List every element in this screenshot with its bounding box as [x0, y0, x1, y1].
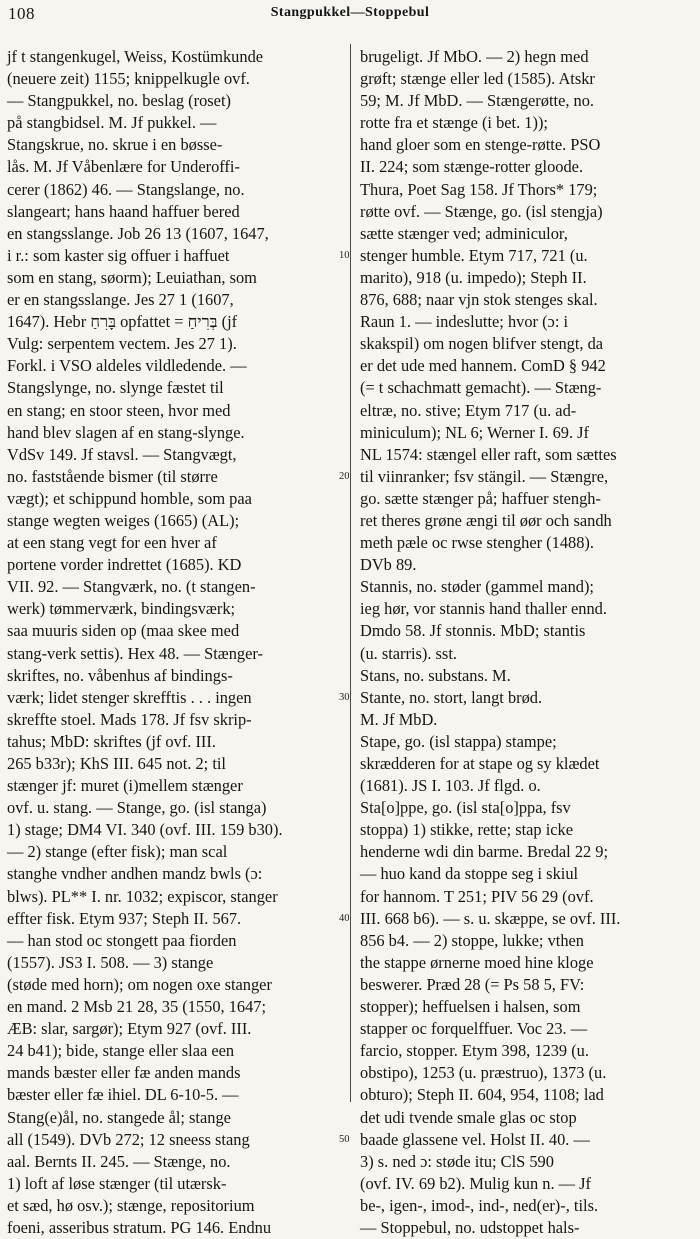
text-line: meth pæle oc rwse stengher (1488).	[360, 533, 594, 553]
text-line: stopper); heffuelsen i halsen, som	[360, 997, 581, 1017]
text-line: DVb 89.	[360, 555, 417, 575]
text-line: røtte ovf. — Stænge, go. (isl stengja)	[360, 201, 603, 221]
text-line: en mand. 2 Msb 21 28, 35 (1550, 1647;	[7, 997, 267, 1017]
text-line: Stape, go. (isl stappa) stampe;	[360, 731, 557, 751]
text-line: go. sætte stænger på; haffuer stengh-	[360, 488, 601, 508]
text-line: farcio, stopper. Etym 398, 1239 (u.	[360, 1041, 589, 1061]
text-line: jf t stangenkugel, Weiss, Kostümkunde	[7, 47, 264, 66]
text-line: ÆB: slar, sargør); Etym 927 (ovf. III.	[7, 1019, 252, 1039]
text-line: stapper oc forquelffuer. Voc 23. —	[360, 1019, 588, 1039]
text-line: 24 b41); bide, stange eller slaa een	[7, 1041, 235, 1061]
text-line: VII. 92. — Stangværk, no. (t stangen-	[7, 577, 256, 597]
text-line: blws). PL** I. nr. 1032; expiscor, stanger	[7, 886, 278, 906]
text-line: ret theres grøne ængi til øør och sandh	[360, 510, 612, 530]
text-line: slangeart; hans haand haffuer bered	[7, 201, 240, 221]
text-line: på stangbidsel. M. Jf pukkel. —	[7, 113, 217, 133]
text-line: Stans, no. substans. M.	[360, 665, 511, 685]
text-line: — han stod oc stongett paa fiorden	[7, 930, 237, 950]
text-line: (støde med horn); om nogen oxe stanger	[7, 974, 272, 994]
text-line: værk; lidet stenger skrefftis . . . ingen	[7, 687, 252, 707]
text-line: Stante, no. stort, langt brød.	[360, 687, 543, 707]
text-line: at een stang vegt for een hver af	[7, 533, 217, 553]
line-number-marker: 50	[339, 1133, 350, 1145]
text-line: en stang; en stoor steen, hvor med	[7, 400, 231, 420]
text-line: for hannom. T 251; PIV 56 29 (ovf.	[360, 886, 594, 906]
text-line: (1557). JS3 I. 508. — 3) stange	[7, 952, 214, 972]
text-line: — huo kand da stoppe seg i skiul	[360, 864, 579, 884]
text-line: (1681). JS I. 103. Jf flgd. o.	[360, 776, 541, 796]
text-line: aal. Bernts II. 245. — Stænge, no.	[7, 1151, 231, 1171]
text-line: ovf. u. stang. — Stange, go. (isl stanga)	[7, 798, 267, 818]
text-line: obturo); Steph II. 604, 954, 1108; lad	[360, 1085, 604, 1105]
text-line: stanghe vndher andhen mandz bwls (ɔ:	[7, 864, 263, 884]
text-line: werk) tømmerværk, bindingsværk;	[7, 599, 236, 619]
text-line: ieg hør, vor stannis hand thaller ennd.	[360, 599, 607, 619]
text-line: Stannis, no. støder (gammel mand);	[360, 577, 594, 597]
text-line: tahus; MbD: skriftes (jf ovf. III.	[7, 731, 216, 751]
text-line: 3) s. ned ɔ: støde itu; ClS 590	[360, 1151, 554, 1171]
text-line: be-, igen-, imod-, ind-, ned(er)-, tils.	[360, 1195, 599, 1215]
text-line: portene vorder indrettet (1685). KD	[7, 555, 242, 575]
text-line: Forkl. i VSO aldeles vildledende. —	[7, 356, 247, 376]
text-line: rotte fra et stænge (i bet. 1));	[360, 113, 548, 133]
text-line: VdSv 149. Jf stavsl. — Stangvægt,	[7, 444, 237, 464]
text-line: skakspil) om nogen blifver stengt, da	[360, 334, 604, 354]
text-line: 856 b4. — 2) stoppe, lukke; vthen	[360, 930, 584, 950]
text-line: grøft; stænge eller led (1585). Atskr	[360, 69, 595, 89]
text-line: eltræ, no. stive; Etym 717 (u. ad-	[360, 400, 577, 420]
text-line: stange wegten weiges (1665) (AL);	[7, 510, 240, 530]
left-column	[7, 46, 337, 1237]
text-line: beswerer. Præd 28 (= Ps 58 5, FV:	[360, 974, 585, 994]
line-number-marker: 40	[339, 912, 350, 924]
text-line: Sta[o]ppe, go. (isl sta[o]ppa, fsv	[360, 798, 571, 818]
text-line: det udi tvende smale glas oc stop	[360, 1107, 577, 1127]
text-line: cerer (1862) 46. — Stangslange, no.	[7, 179, 245, 199]
text-line: stang-verk settis). Hex 48. — Stænger-	[7, 643, 263, 663]
text-line: (u. starris). sst.	[360, 643, 457, 663]
text-line: er det ude med hannem. ComD § 942	[360, 356, 606, 376]
text-line: marito), 918 (u. impedo); Steph II.	[360, 267, 587, 287]
text-line: en stangsslange. Job 26 13 (1607, 1647,	[7, 223, 269, 243]
running-head: Stangpukkel—Stoppebul	[270, 5, 430, 20]
line-number-marker: 10	[339, 249, 350, 261]
text-line: i r.: som kaster sig offuer i haffuet	[7, 245, 230, 265]
text-line: hand gloer som en stenge-røtte. PSO	[360, 135, 601, 155]
text-line: til viinranker; fsv stängil. — Stængre,	[360, 466, 609, 486]
text-line: M. Jf MbD.	[360, 709, 438, 729]
column-divider	[350, 44, 351, 1102]
text-line: vægt); et schippund homble, som paa	[7, 488, 252, 508]
page-header	[0, 0, 700, 30]
text-line: stenger humble. Etym 717, 721 (u.	[360, 245, 588, 265]
text-line: Vulg: serpentem vectem. Jes 27 1).	[7, 334, 237, 354]
text-line: henderne wdi din barme. Bredal 22 9;	[360, 842, 609, 862]
text-line: stoppa) 1) stikke, rette; stap icke	[360, 820, 574, 840]
text-line: the stappe ørnerne moed hine kloge	[360, 952, 594, 972]
text-line: 876, 688; naar vjn stok stenges skal.	[360, 290, 598, 310]
text-line: 265 b33r); KhS III. 645 not. 2; til	[7, 754, 226, 773]
text-line: skreffte stoel. Mads 178. Jf fsv skrip-	[7, 709, 252, 729]
text-line: saa muuris siden op (maa skee med	[7, 621, 240, 641]
text-line: 59; M. Jf MbD. — Stængerøtte, no.	[360, 91, 595, 111]
text-line: — Stoppebul, no. udstoppet hals-	[360, 1217, 580, 1237]
text-line: er en stangsslange. Jes 27 1 (1607,	[7, 290, 234, 310]
right-column	[360, 46, 694, 1237]
text-line: Stangslynge, no. slynge fæstet til	[7, 378, 224, 398]
text-line: II. 224; som stænge-rotter gloode.	[360, 157, 584, 177]
text-line: lås. M. Jf Våbenlære for Underoffi-	[7, 157, 240, 177]
text-line: skriftes, no. våbenhus af bindings-	[7, 665, 233, 685]
text-line: — 2) stange (efter fisk); man scal	[7, 842, 228, 862]
text-line: NL 1574: stængel eller raft, som sættes	[360, 444, 617, 464]
text-line: hand blev slagen af en stang-slynge.	[7, 422, 245, 442]
text-line: 1647). Hebr בָּרִחַ opfattet = בְּרִיחַ (jf	[7, 312, 238, 332]
text-line: et sæd, hø osv.); stænge, repositorium	[7, 1195, 255, 1215]
text-line: (= t schachmatt gemacht). — Stæng-	[360, 378, 602, 398]
text-line: Raun 1. — indeslutte; hvor (ɔ: i	[360, 312, 569, 332]
text-line: stænger jf: muret (i)mellem stænger	[7, 776, 243, 796]
text-line: III. 668 b6). — s. u. skæppe, se ovf. III.	[360, 908, 621, 928]
text-line: Dmdo 58. Jf stonnis. MbD; stantis	[360, 621, 586, 641]
text-line: all (1549). DVb 272; 12 sneess stang	[7, 1129, 250, 1149]
text-line: obstipo), 1253 (u. præstruo), 1373 (u.	[360, 1063, 607, 1083]
line-number-marker: 30	[339, 691, 350, 703]
text-line: foeni, asseribus stratum. PG 146. Endnu	[7, 1217, 272, 1237]
text-line: bæster eller fæ ihiel. DL 6-10-5. —	[7, 1085, 239, 1105]
text-line: no. faststående bismer (til større	[7, 466, 218, 486]
page-number: 108	[8, 4, 35, 23]
text-line: effter fisk. Etym 937; Steph II. 567.	[7, 908, 242, 928]
text-line: Stang(e)ål, no. stangede ål; stange	[7, 1107, 231, 1127]
text-line: mands bæster eller fæ anden mands	[7, 1063, 241, 1083]
text-line: (neuere zeit) 1155; knippelkugle ovf.	[7, 69, 250, 89]
text-line: 1) stage; DM4 VI. 340 (ovf. III. 159 b30).	[7, 820, 283, 840]
text-line: baade glassene vel. Holst II. 40. —	[360, 1129, 590, 1149]
text-line: miniculum); NL 6; Werner I. 69. Jf	[360, 422, 590, 442]
text-line: 1) loft af løse stænger (til utærsk-	[7, 1173, 227, 1193]
text-line: Thura, Poet Sag 158. Jf Thors* 179;	[360, 179, 598, 199]
text-line: brugeligt. Jf MbO. — 2) hegn med	[360, 47, 589, 66]
text-line: (ovf. IV. 69 b2). Mulig kun n. — Jf	[360, 1173, 591, 1193]
line-number-marker: 20	[339, 470, 350, 482]
text-line: Stangskrue, no. skrue i en bøsse-	[7, 135, 223, 155]
text-line: — Stangpukkel, no. beslag (roset)	[7, 91, 231, 111]
text-line: skrædderen for at stape og sy klædet	[360, 754, 600, 773]
text-line: som en stang, søorm); Leuiathan, som	[7, 267, 257, 287]
text-line: sætte stænger ved; adminiculor,	[360, 223, 568, 243]
